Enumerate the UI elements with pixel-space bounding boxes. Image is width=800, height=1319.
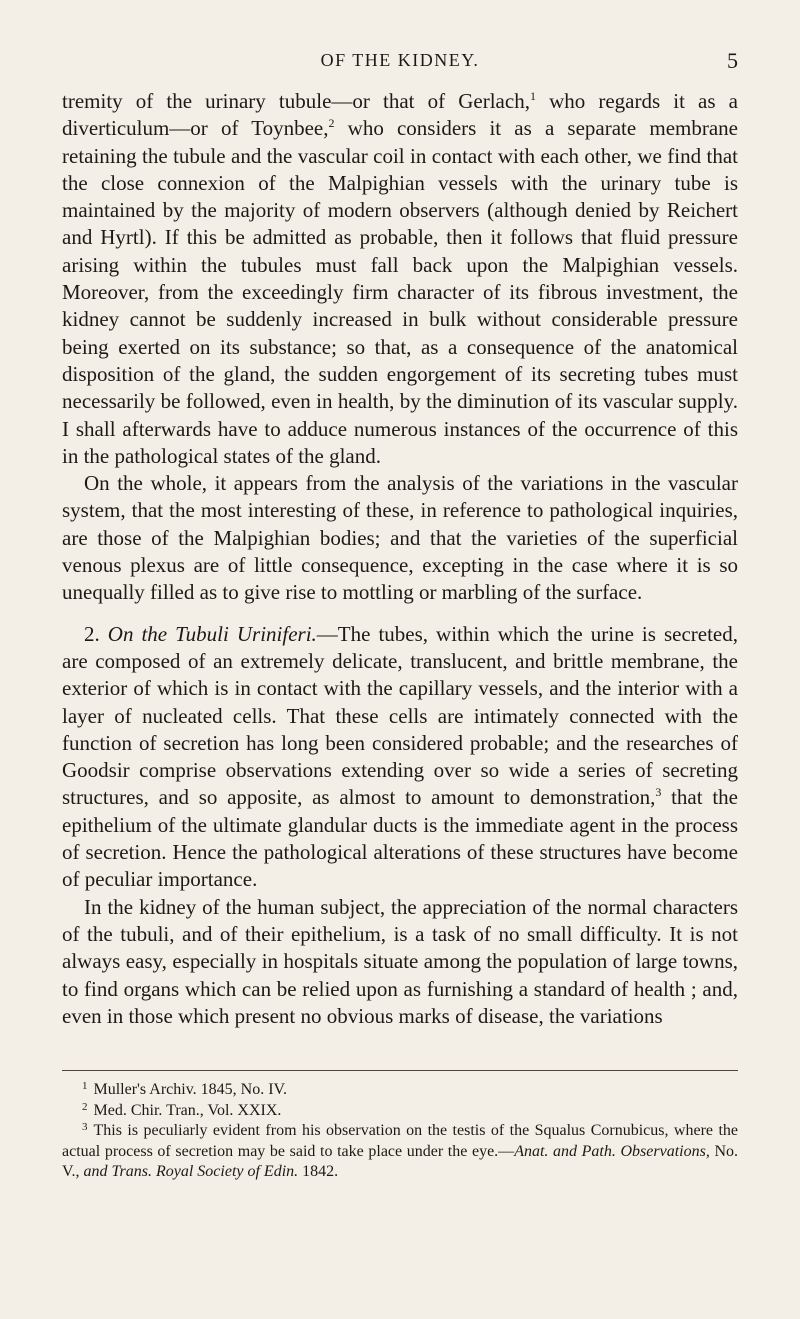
section-heading: On the Tubuli Uriniferi. bbox=[107, 621, 317, 646]
paragraph-3: 2. On the Tubuli Uriniferi.—The tubes, within which the urine is secreted, are composed of an extremely delicate, translucent, and brittle membrane, the exterior of which is in contact with the capillary vessels, and the interior with a layer of nucleated cells. That these cells are intimately connected with the function of secretion has long been considered probable; and the researches of Goodsir comprise observations extending over so wide a series of secreting structures, and so apposite, as almost to amount to demonstration,$^3$ that the epithelium of the ultimate glandular ducts is the immediate agent in the process of secretion. Hence the pathological alterations of these structures have become of peculiar importance. bbox=[62, 621, 738, 892]
footnote-3: $^3$ This is peculiarly evident from his observation on the testis of the Squalus Cornubicus, where the actual process of secretion may be said to take place under the eye.—Anat. and Path. Observations, No. V., and Trans. Royal Society of Edin. 1842. bbox=[62, 1121, 739, 1181]
footnote-ref-1: 1 bbox=[529, 89, 536, 103]
paragraph-1: tremity of the urinary tubule—or that of Gerlach,$^1$ who regards it as a diverticulum—or of Toynbee,$^2$ who considers it as a separate membrane retaining the tubule and the vascular coil in contact with each other, we find that the close connexion of the Malpighian vessels with the urinary tube is maintained by the majority of modern observers (although denied by Reichert and Hyrtl). If this be admitted as probable, then it follows that fluid pressure arising within the tubules must fall back upon the Malpighian vessels. Moreover, from the exceedingly firm character of its fibrous investment, the kidney cannot be suddenly increased in bulk without considerable pressure being exerted on its substance; so that, as a consequence of the anatomical disposition of the gland, the sudden engorgement of its secreting tubes must necessarily be followed, even in health, by the diminution of its vascular supply. I shall afterwards have to adduce numerous instances of the occurrence of this in the pathological states of the gland. bbox=[62, 89, 739, 468]
paragraph-2: On the whole, it appears from the analysis of the variations in the vascular system, that the most interesting of these, in reference to pathological inquiries, are those of the Malpighian bodies; and that the varieties of the superficial venous plexus are of little consequence, excepting in the case where it is so unequally filled as to give rise to mottling or marbling of the surface. bbox=[62, 471, 738, 605]
paragraph-4: In the kidney of the human subject, the appreciation of the normal characters of the tubuli, and of their epithelium, is a task of no small difficulty. It is not always easy, especially in hospitals situate among the population of large towns, to find organs which can be relied upon as furnishing a standard of health ; and, even in those which present no obvious marks of disease, the variations bbox=[62, 894, 738, 1028]
section-number: 2. bbox=[84, 621, 108, 646]
footnote-mark: 3 bbox=[82, 1121, 88, 1134]
running-head-title: OF THE KIDNEY. bbox=[320, 50, 480, 70]
footnote-2: $^2$ Med. Chir. Tran., Vol. XXIX. bbox=[82, 1100, 282, 1119]
footnote-1: $^1$ Muller's Archiv. 1845, No. IV. bbox=[82, 1080, 288, 1098]
footnote-mark: 2 bbox=[82, 1100, 88, 1113]
footnotes bbox=[62, 1080, 738, 1183]
page-number: 5 bbox=[727, 48, 738, 73]
footnote-ref-3: 3 bbox=[655, 785, 662, 800]
footnote-mark: 1 bbox=[82, 1080, 88, 1092]
footnote-ref-2: 2 bbox=[328, 116, 335, 131]
running-head bbox=[62, 50, 738, 76]
footnote-rule bbox=[62, 1070, 738, 1071]
body-text bbox=[62, 88, 738, 1030]
